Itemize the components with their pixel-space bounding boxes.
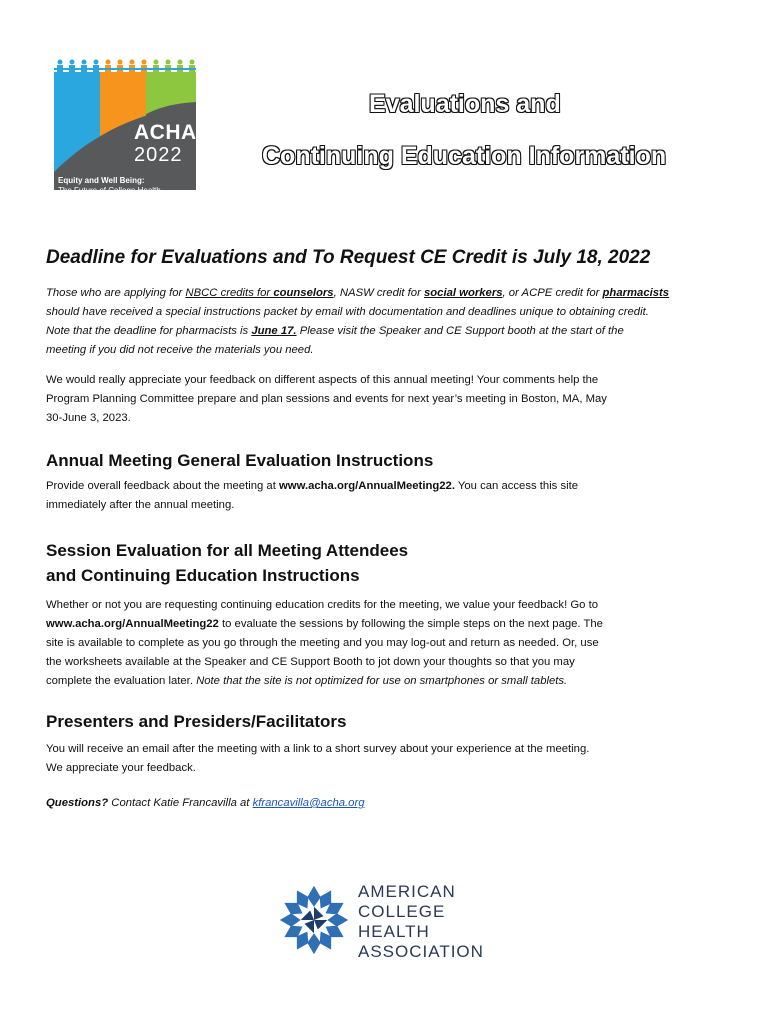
feedback-line-1: We would really appreciate your feedback on different aspects of this annual meeting! Your comments help the bbox=[46, 374, 599, 386]
session-evaluation-heading-2: and Continuing Education Instructions bbox=[46, 566, 360, 585]
logo-background bbox=[54, 72, 197, 195]
deadline-heading: Deadline for Evaluations and To Request CE Credit is July 18, 2022 bbox=[46, 247, 651, 268]
presenters-paragraph bbox=[46, 740, 730, 778]
association-line-2: COLLEGE bbox=[358, 902, 446, 921]
session-eval-line-2: www.acha.org/AnnualMeeting22 to evaluate the sessions by following the simple steps on the next page. The bbox=[46, 618, 603, 630]
session-eval-line-1: Whether or not you are requesting continuing education credits for the meeting, we value your feedback! Go to bbox=[46, 599, 598, 611]
general-evaluation-paragraph bbox=[46, 477, 730, 515]
logo-tagline-2: The Future of College Health bbox=[58, 186, 161, 195]
acha-association-logo-icon bbox=[276, 882, 352, 958]
logo-tagline-1: Equity and Well Being: bbox=[58, 176, 145, 185]
general-eval-url[interactable]: www.acha.org/AnnualMeeting22. bbox=[279, 480, 455, 492]
association-line-1: AMERICAN bbox=[358, 882, 456, 901]
association-line-4: ASSOCIATION bbox=[358, 942, 484, 961]
logo-acha-text: ACHA bbox=[134, 121, 197, 144]
session-eval-line-4: the worksheets available at the Speaker and CE Support Booth to jot down your thoughts so that you may bbox=[46, 656, 575, 668]
session-evaluation-paragraph bbox=[46, 596, 730, 691]
session-eval-url[interactable]: www.acha.org/AnnualMeeting22 bbox=[46, 618, 219, 630]
acha-2022-logo bbox=[54, 58, 197, 195]
general-eval-line-1: Provide overall feedback about the meeting at www.acha.org/AnnualMeeting22. You can access this site bbox=[46, 480, 579, 492]
ce-line-3: Note that the deadline for pharmacists is June 17. Please visit the Speaker and CE Support booth at the start of the bbox=[46, 325, 624, 337]
feedback-line-3: 30-June 3, 2023. bbox=[46, 412, 131, 424]
ce-line-4: meeting if you did not receive the materials you need. bbox=[46, 344, 314, 356]
session-evaluation-heading-1: Session Evaluation for all Meeting Attendees bbox=[46, 541, 409, 560]
presenters-line-2: We appreciate your feedback. bbox=[46, 762, 196, 774]
questions-line: Questions? Contact Katie Francavilla at kfrancavilla@acha.org bbox=[46, 797, 365, 809]
session-eval-line-5: complete the evaluation later. Note that the site is not optimized for use on smartphones or small tablets. bbox=[46, 675, 568, 687]
presenters-line-1: You will receive an email after the meeting with a link to a short survey about your experience at the meeting. bbox=[46, 743, 590, 755]
session-eval-line-3: site is available to complete as you go through the meeting and you may log-out and return as needed. Or, use bbox=[46, 637, 599, 649]
ce-line-1: Those who are applying for NBCC credits for counselors, NASW credit for social workers, or ACPE credit for pharmacists bbox=[46, 287, 670, 299]
general-eval-line-2: immediately after the annual meeting. bbox=[46, 499, 235, 511]
association-line-3: HEALTH bbox=[358, 922, 430, 941]
ce-line-2: should have received a special instructions packet by email with documentation and deadlines unique to obtaining credit. bbox=[46, 306, 649, 318]
questions-label: Questions? bbox=[46, 797, 109, 809]
feedback-line-2: Program Planning Committee prepare and plan sessions and events for next year’s meeting in Boston, MA, May bbox=[46, 393, 607, 405]
page-title-line-2: Continuing Education Information bbox=[262, 142, 667, 170]
ce-credit-paragraph bbox=[46, 284, 730, 360]
general-evaluation-heading: Annual Meeting General Evaluation Instructions bbox=[46, 451, 434, 470]
presenters-heading: Presenters and Presiders/Facilitators bbox=[46, 712, 347, 731]
page-title-line-1: Evaluations and bbox=[369, 90, 561, 118]
feedback-paragraph bbox=[46, 371, 730, 428]
logo-year-text: 2022 bbox=[134, 144, 183, 166]
contact-email-link[interactable]: kfrancavilla@acha.org bbox=[252, 797, 365, 809]
